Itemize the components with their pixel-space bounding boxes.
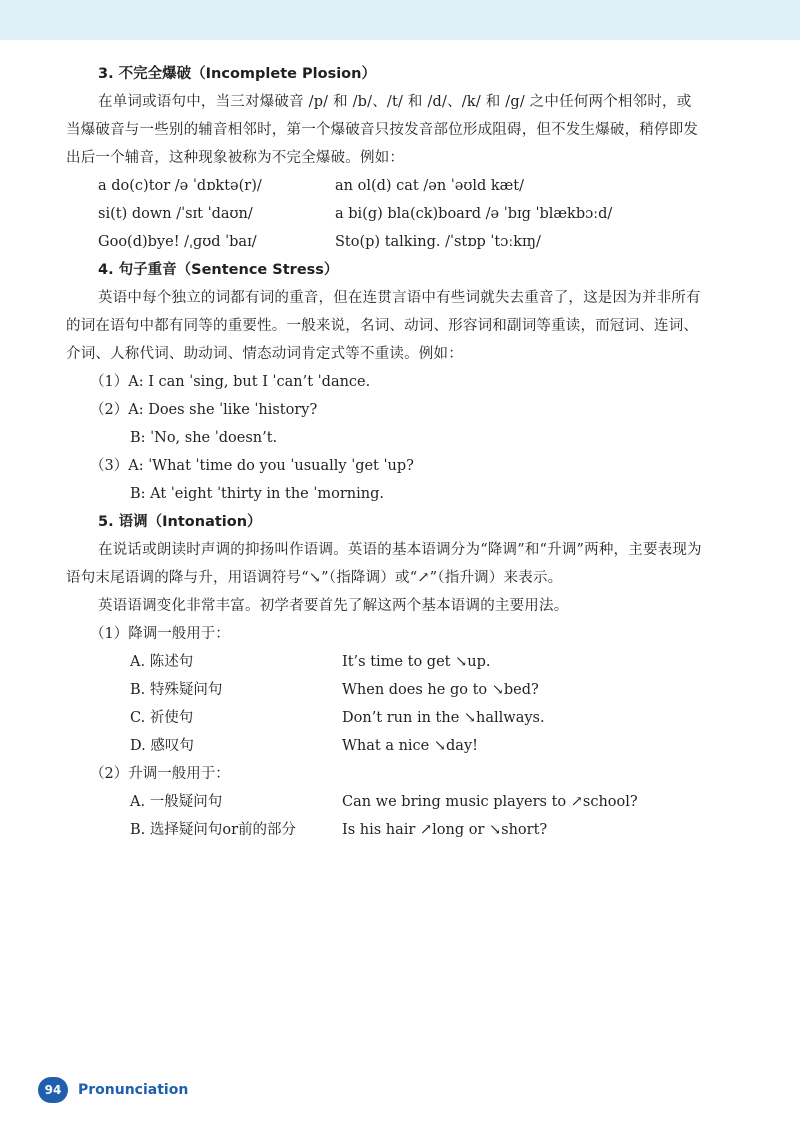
intonation-example: Is his hair ↗long or ↘short? bbox=[342, 822, 548, 838]
paragraph-sentence-stress: 英语中每个独立的词都有词的重音，但在连贯言语中有些词就失去重音了，这是因为并非所有的词在语句中都有同等的重要性。一般来说，名词、动词、形容词和副词等重读，而冠词、连词、介词、人称代词、助动词、情态动词肯定式等不重读。例如： bbox=[66, 290, 701, 362]
example-right: an ol(d) cat /ən ˈəʊld kæt/ bbox=[335, 178, 524, 194]
stress-example-line: （2）A: Does she ˈlike ˈhistory? bbox=[90, 402, 318, 418]
example-left: si(t) down /ˈsɪt ˈdaʊn/ bbox=[98, 206, 253, 222]
intonation-example: Can we bring music players to ↗school? bbox=[342, 794, 638, 810]
intonation-example: When does he go to ↘bed? bbox=[342, 682, 539, 698]
page-number-badge: 94 bbox=[38, 1077, 68, 1103]
page-footer bbox=[38, 1076, 188, 1104]
paragraph-incomplete-plosion: 在单词或语句中，当三对爆破音 /p/ 和 /b/、/t/ 和 /d/、/k/ 和 /g/ 之中任何两个相邻时，或当爆破音与一些别的辅音相邻时，第一个爆破音只按发音部位形成阻碍，但不发生爆破，稍停即发出后一个辅音，这种现象被称为不完全爆破。例如： bbox=[66, 94, 699, 166]
paragraph-intonation-usage: 英语语调变化非常丰富。初学者要首先了解这两个基本语调的主要用法。 bbox=[98, 598, 569, 614]
example-row bbox=[66, 172, 706, 200]
rising-tone-title: （2）升调一般用于： bbox=[90, 766, 230, 782]
section-heading-intonation: 5. 语调（Intonation） bbox=[98, 514, 262, 530]
intonation-row bbox=[66, 704, 706, 732]
intonation-row bbox=[66, 816, 706, 844]
stress-example-line: B: At ˈeight ˈthirty in the ˈmorning. bbox=[130, 486, 384, 502]
sentence-type: A. 一般疑问句 bbox=[130, 794, 223, 810]
intonation-row bbox=[66, 648, 706, 676]
sentence-type: D. 感叹句 bbox=[130, 738, 194, 754]
sentence-type: B. 特殊疑问句 bbox=[130, 682, 223, 698]
intonation-row bbox=[66, 676, 706, 704]
intonation-example: What a nice ↘day! bbox=[342, 738, 478, 754]
section-heading-sentence-stress: 4. 句子重音（Sentence Stress） bbox=[98, 262, 339, 278]
example-right: a bi(g) bla(ck)board /ə ˈbɪg ˈblækbɔːd/ bbox=[335, 206, 613, 222]
intonation-row bbox=[66, 788, 706, 816]
intonation-example: Don’t run in the ↘hallways. bbox=[342, 710, 545, 726]
paragraph-intonation-intro: 在说话或朗读时声调的抑扬叫作语调。英语的基本语调分为“降调”和“升调”两种，主要表现为语句末尾语调的降与升，用语调符号“↘”（指降调）或“↗”（指升调）来表示。 bbox=[66, 542, 702, 586]
example-row bbox=[66, 200, 706, 228]
sentence-type: C. 祈使句 bbox=[130, 710, 194, 726]
footer-title: Pronunciation bbox=[78, 1082, 189, 1098]
sentence-type: A. 陈述句 bbox=[130, 654, 194, 670]
example-left: a do(c)tor /ə ˈdɒktə(r)/ bbox=[98, 178, 262, 194]
section-heading-incomplete-plosion: 3. 不完全爆破（Incomplete Plosion） bbox=[98, 66, 376, 82]
intonation-example: It’s time to get ↘up. bbox=[342, 654, 491, 670]
example-right: Sto(p) talking. /ˈstɒp ˈtɔːkɪŋ/ bbox=[335, 234, 541, 250]
falling-tone-title: （1）降调一般用于： bbox=[90, 626, 230, 642]
intonation-row bbox=[66, 732, 706, 760]
page-content bbox=[66, 60, 706, 844]
top-band bbox=[0, 0, 800, 40]
example-row bbox=[66, 228, 706, 256]
stress-example-line: （1）A: I can ˈsing, but I ˈcan’t ˈdance. bbox=[90, 374, 371, 390]
sentence-type: B. 选择疑问句or前的部分 bbox=[130, 822, 297, 838]
example-left: Goo(d)bye! /ˌɡʊd ˈbaɪ/ bbox=[98, 234, 257, 250]
stress-example-line: B: ˈNo, she ˈdoesn’t. bbox=[130, 430, 278, 446]
stress-example-line: （3）A: ˈWhat ˈtime do you ˈusually ˈget ˈup? bbox=[90, 458, 414, 474]
